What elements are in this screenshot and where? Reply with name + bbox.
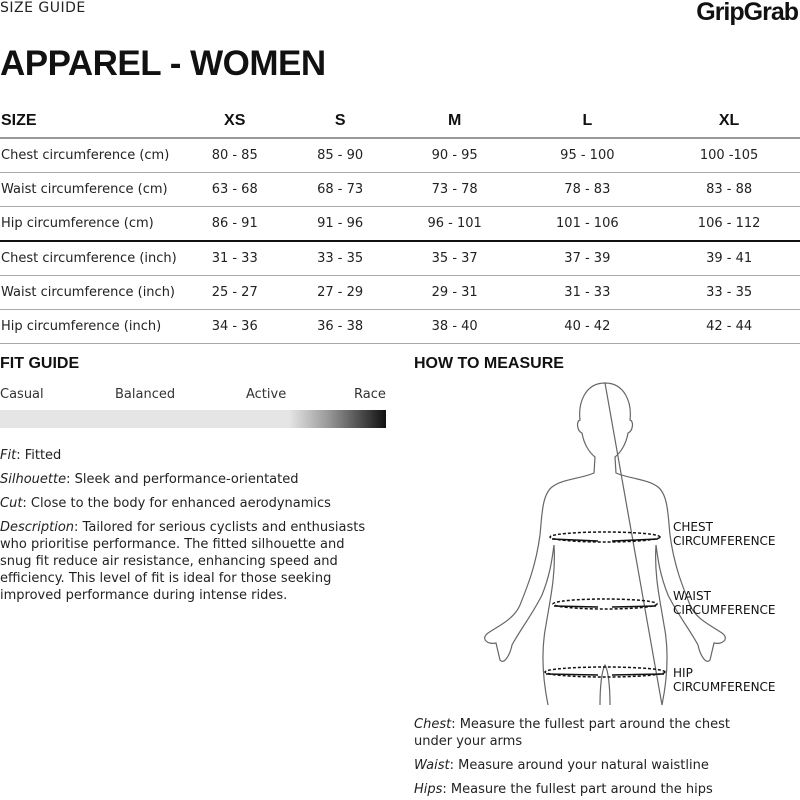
hip-measure-line — [545, 667, 665, 677]
hips-instruction: Hips: Measure the fullest part around the hips — [414, 782, 713, 797]
chest-instruction: Chest: Measure the fullest part around the chest under your arms — [414, 717, 730, 749]
table-cell: 27 - 29 — [287, 276, 392, 310]
table-row — [0, 138, 800, 173]
table-cell: 33 - 35 — [658, 276, 800, 310]
silhouette-label: Silhouette — [0, 472, 67, 487]
column-header: L — [516, 105, 658, 138]
table-cell: 100 -105 — [658, 138, 800, 173]
table-cell: 106 - 112 — [658, 207, 800, 242]
row-label: Hip circumference (cm) — [0, 207, 182, 242]
cut-value: : Close to the body for enhanced aerodynamics — [22, 496, 331, 511]
waist-arrows — [554, 606, 656, 607]
row-label: Waist circumference (inch) — [0, 276, 182, 310]
table-cell: 35 - 37 — [393, 241, 517, 276]
table-cell: 34 - 36 — [182, 310, 287, 344]
table-cell: 33 - 35 — [287, 241, 392, 276]
fit-value: : Fitted — [16, 448, 62, 463]
table-row — [0, 173, 800, 207]
column-header: S — [287, 105, 392, 138]
section-label: SIZE GUIDE — [0, 0, 86, 16]
table-cell: 39 - 41 — [658, 241, 800, 276]
page-title: APPAREL - WOMEN — [0, 44, 326, 83]
table-cell: 86 - 91 — [182, 207, 287, 242]
silhouette-line — [0, 471, 390, 488]
table-row — [0, 276, 800, 310]
table-cell: 83 - 88 — [658, 173, 800, 207]
scale-balanced: Balanced — [115, 387, 176, 402]
table-cell: 95 - 100 — [516, 138, 658, 173]
table-cell: 80 - 85 — [182, 138, 287, 173]
cut-label: Cut — [0, 496, 23, 511]
table-cell: 40 - 42 — [516, 310, 658, 344]
table-cell: 85 - 90 — [287, 138, 392, 173]
scale-casual: Casual — [0, 387, 44, 402]
column-header: M — [393, 105, 517, 138]
hip-arrows — [546, 674, 664, 675]
hip-label: HIP CIRCUMFERENCE — [673, 666, 776, 694]
table-cell: 37 - 39 — [516, 241, 658, 276]
waist-measure-line — [553, 599, 657, 609]
row-label: Waist circumference (cm) — [0, 173, 182, 207]
column-header: SIZE — [0, 105, 182, 138]
fit-scale-bar — [0, 410, 386, 428]
table-cell: 29 - 31 — [393, 276, 517, 310]
fit-guide-title: FIT GUIDE — [0, 355, 80, 372]
fit-line — [0, 447, 390, 464]
description-value: : Tailored for serious cyclists and enthusiasts who prioritise performance. The fitted silhouette and snug fit reduce air resistance, enhancing speed and efficiency. This level of fit is ideal for those seeking improved performance during intense rides. — [0, 520, 366, 603]
table-cell: 36 - 38 — [287, 310, 392, 344]
table-cell: 91 - 96 — [287, 207, 392, 242]
column-header: XL — [658, 105, 800, 138]
table-cell: 31 - 33 — [516, 276, 658, 310]
row-label: Chest circumference (inch) — [0, 241, 182, 276]
table-cell: 68 - 73 — [287, 173, 392, 207]
table-row — [0, 207, 800, 242]
cut-line — [0, 495, 390, 512]
table-cell: 42 - 44 — [658, 310, 800, 344]
brand-logo: GripGrab — [696, 0, 798, 26]
table-row — [0, 310, 800, 344]
size-table — [0, 105, 800, 344]
waist-label: WAIST CIRCUMFERENCE — [673, 589, 776, 617]
leg-gap — [600, 665, 610, 705]
chest-label: CHEST CIRCUMFERENCE — [673, 520, 776, 548]
table-cell: 31 - 33 — [182, 241, 287, 276]
table-cell: 63 - 68 — [182, 173, 287, 207]
row-label: Chest circumference (cm) — [0, 138, 182, 173]
how-to-measure-title: HOW TO MEASURE — [414, 355, 564, 372]
table-cell: 78 - 83 — [516, 173, 658, 207]
table-cell: 101 - 106 — [516, 207, 658, 242]
description — [0, 519, 378, 604]
table-cell: 38 - 40 — [393, 310, 517, 344]
scale-race: Race — [354, 387, 386, 402]
waist-instruction: Waist: Measure around your natural waistline — [414, 758, 709, 773]
table-cell: 73 - 78 — [393, 173, 517, 207]
column-header: XS — [182, 105, 287, 138]
silhouette-value: : Sleek and performance-orientated — [66, 472, 299, 487]
row-label: Hip circumference (inch) — [0, 310, 182, 344]
description-label: Description — [0, 520, 75, 535]
fit-label: Fit — [0, 448, 17, 463]
table-cell: 96 - 101 — [393, 207, 517, 242]
table-row — [0, 241, 800, 276]
scale-active: Active — [246, 387, 287, 402]
table-cell: 25 - 27 — [182, 276, 287, 310]
chest-measure-line — [550, 532, 660, 542]
table-cell: 90 - 95 — [393, 138, 517, 173]
